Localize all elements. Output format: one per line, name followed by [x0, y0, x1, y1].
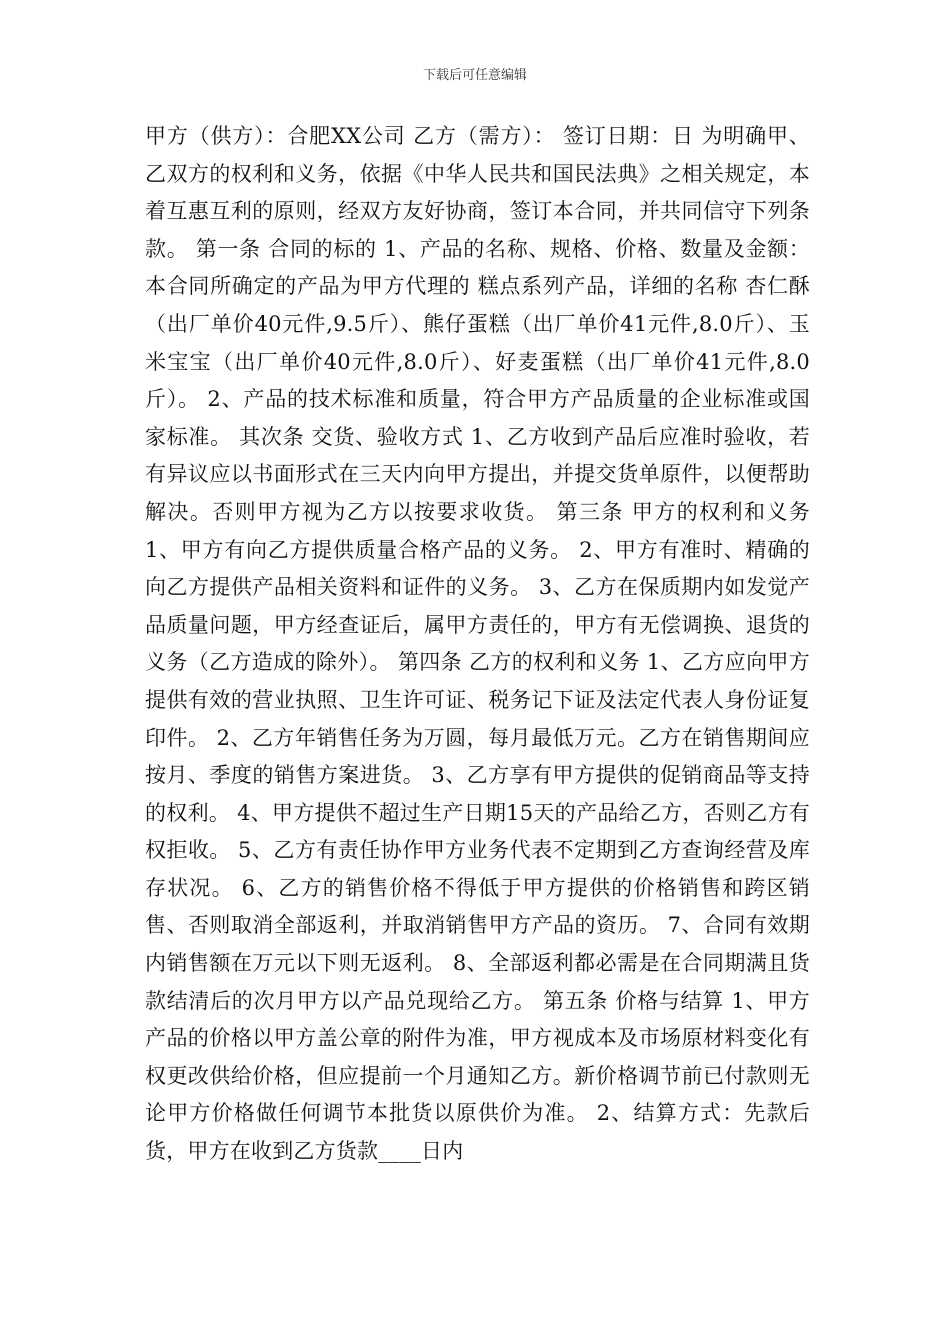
contract-body-text: 甲方（供方）：合肥XX公司 乙方（需方）： 签订日期：日 为明确甲、乙双方的权利和义务，依据《中华人民共和国民法典》之相关规定，本着互惠互利的原则，经双方友好协商，签订本合同，并共同信守下列条款。 第一条 合同的标的 1、产品的名称、规格、价格、数量及金额： 本合同所确定的产品为甲方代理的 糕点系列产品，详细的名称 杏仁酥（出厂单价40元件,9.5斤）、熊仔蛋糕（出厂单价41元件,8.0斤）、玉米宝宝（出厂单价40元件,8.0斤）、好麦蛋糕（出厂单价41元件,8.0斤）。 2、产品的技术标准和质量，符合甲方产品质量的企业标准或国家标准。 其次条 交货、验收方式 1、乙方收到产品后应准时验收，若有异议应以书面形式在三天内向甲方提出，并提交货单原件，以便帮助解决。否则甲方视为乙方以按要求收货。 第三条 甲方的权利和义务 1、甲方有向乙方提供质量合格产品的义务。 2、甲方有准时、精确的向乙方提供产品相关资料和证件的义务。 3、乙方在保质期内如发觉产品质量问题，甲方经查证后，属甲方责任的，甲方有无偿调换、退货的义务（乙方造成的除外）。 第四条 乙方的权利和义务 1、乙方应向甲方提供有效的营业执照、卫生许可证、税务记下证及法定代表人身份证复印件。 2、乙方年销售任务为万圆，每月最低万元。乙方在销售期间应按月、季度的销售方案进货。 3、乙方享有甲方提供的促销商品等支持的权利。 4、甲方提供不超过生产日期15天的产品给乙方，否则乙方有权拒收。 5、乙方有责任协作甲方业务代表不定期到乙方查询经营及库存状况。 6、乙方的销售价格不得低于甲方提供的价格销售和跨区销售、否则取消全部返利，并取消销售甲方产品的资历。 7、合同有效期内销售额在万元以下则无返利。 8、全部返利都必需是在合同期满且货款结清后的次月甲方以产品兑现给乙方。 第五条 价格与结算 1、甲方产品的价格以甲方盖公章的附件为准，甲方视成本及市场原材料变化有权更改供给价格，但应提前一个月通知乙方。新价格调节前已付款则无论甲方价格做任何调节本批货以原供价为准。 2、结算方式：先款后货，甲方在收到乙方货款____日内 [145, 124, 810, 1164]
page-header: 下载后可任意编辑 [422, 68, 527, 83]
